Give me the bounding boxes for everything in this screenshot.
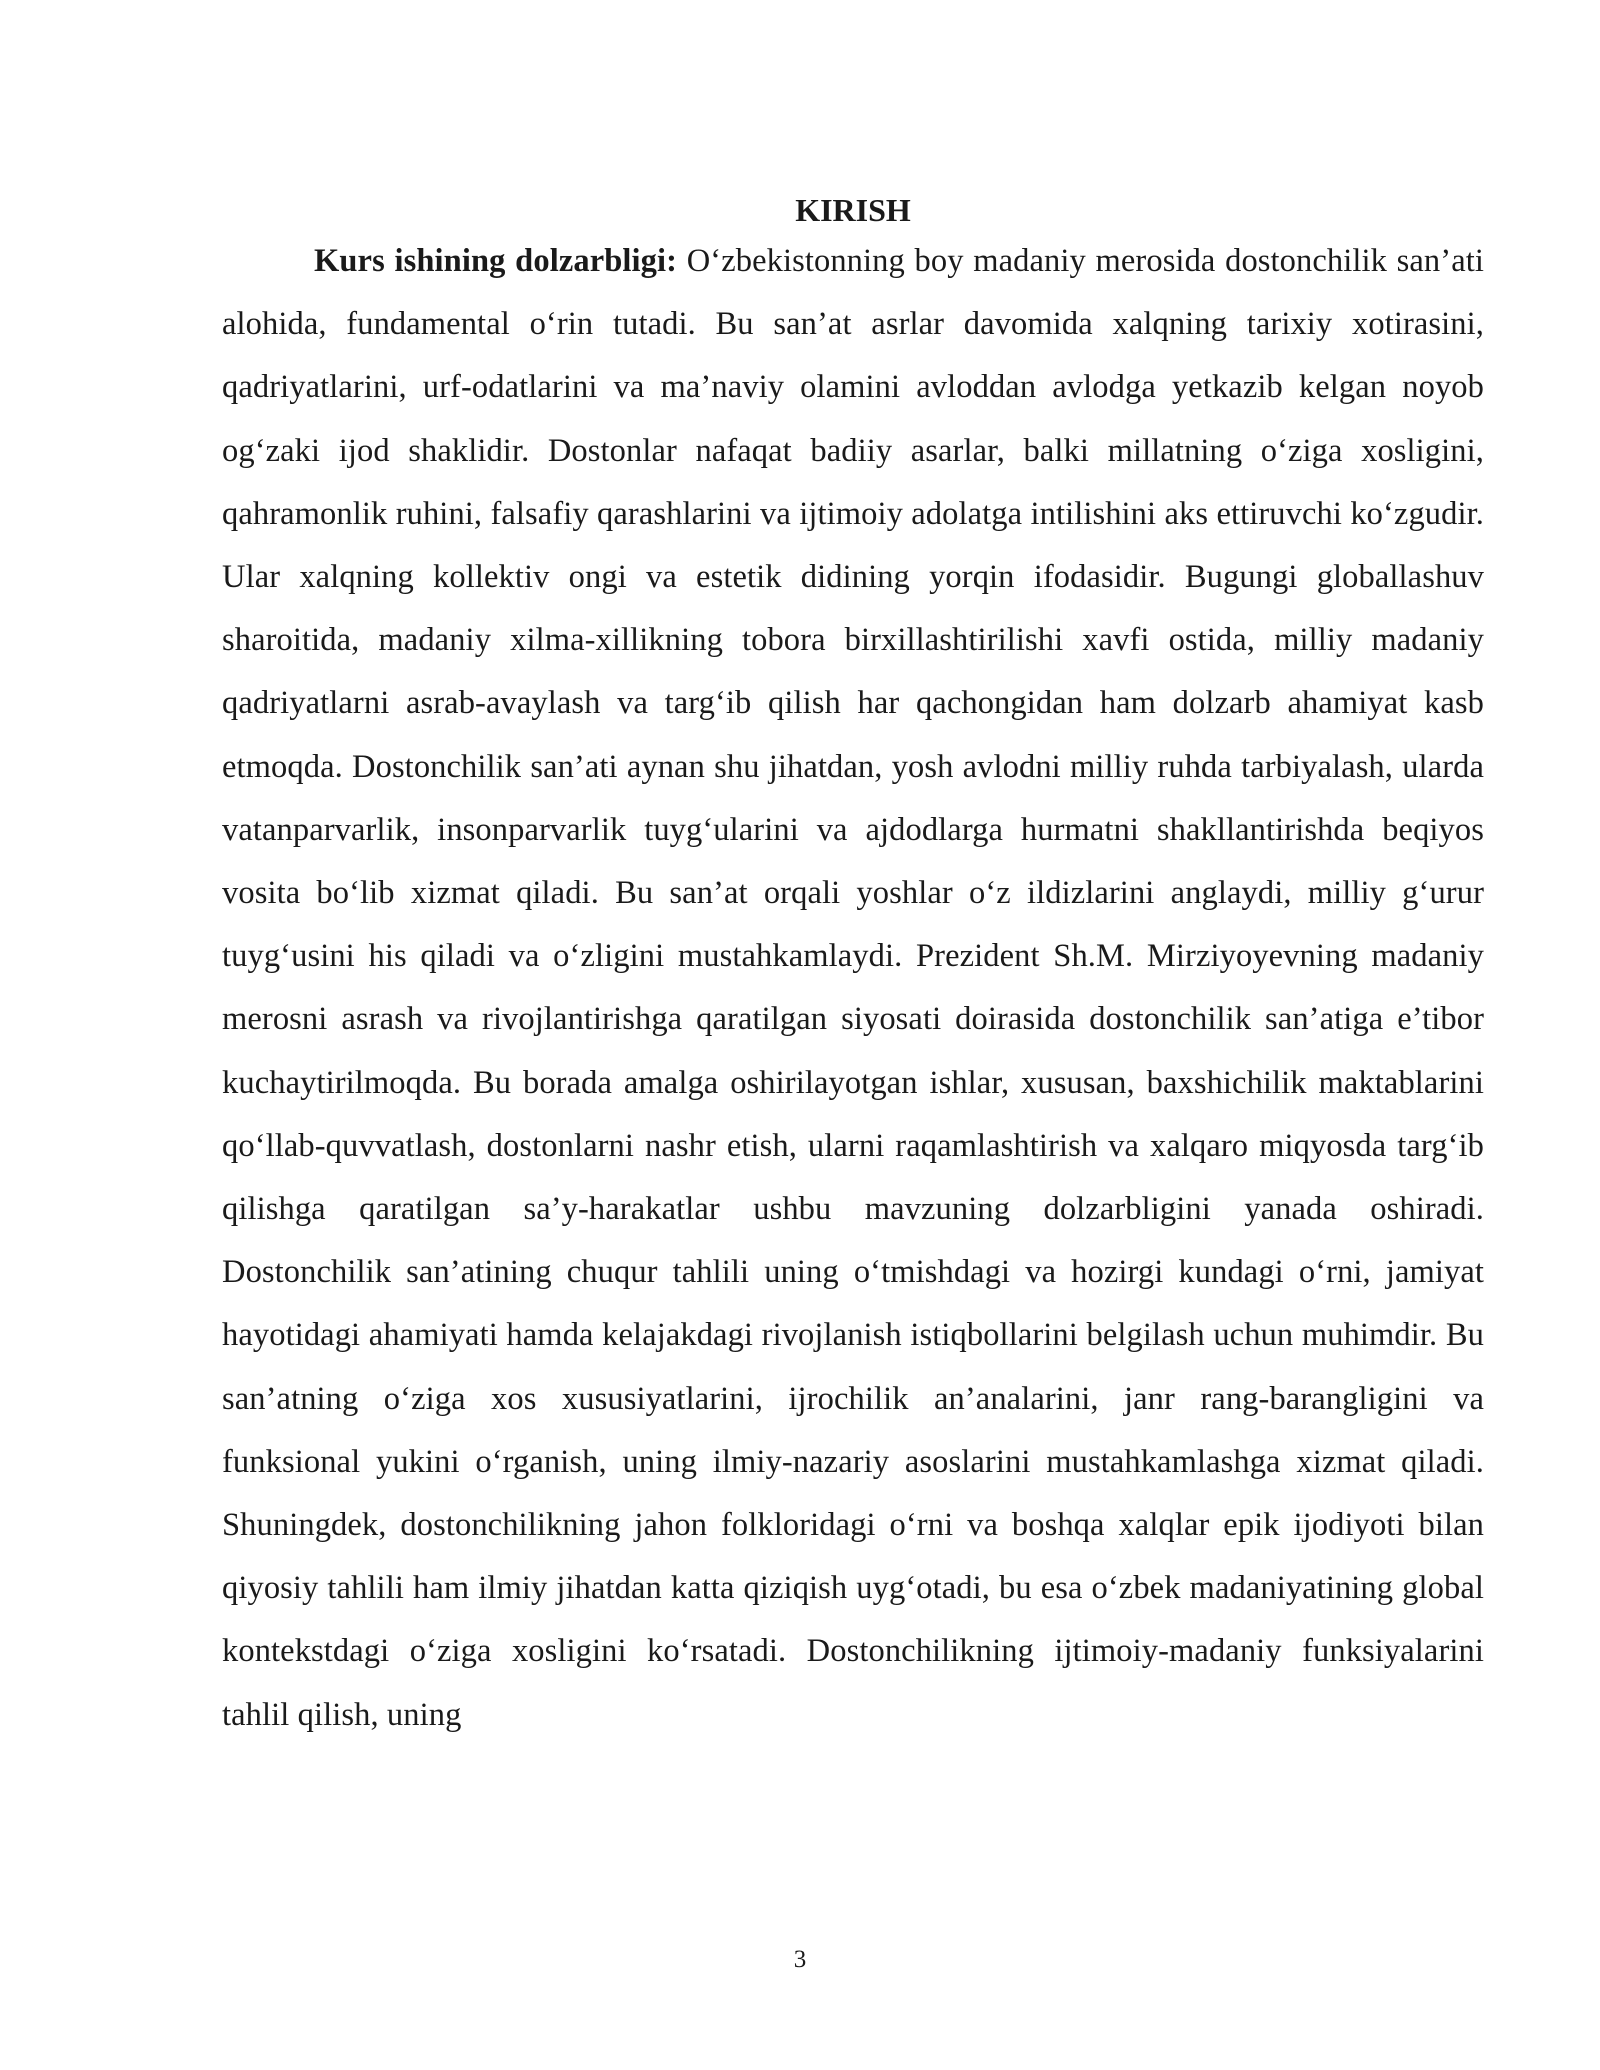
page-content <box>222 190 1484 1747</box>
page-number: 3 <box>793 1946 807 1973</box>
section-heading: KIRISH <box>795 192 911 228</box>
intro-paragraph <box>222 230 1484 1747</box>
paragraph-text: O‘zbekistonning boy madaniy merosida dostonchilik san’ati alohida, fundamental o‘rin tutadi. Bu san’at asrlar davomida xalqning tarixiy xotirasini, qadriyatlarini, urf-odatlarini va ma’naviy olamini avloddan avlodga yetkazib kelgan noyob og‘zaki ijod shaklidir. Dostonlar nafaqat badiiy asarlar, balki millatning o‘ziga xosligini, qahramonlik ruhini, falsafiy qarashlarini va ijtimoiy adolatga intilishini aks ettiruvchi ko‘zgudir. Ular xalqning kollektiv ongi va estetik didining yorqin ifodasidir. Bugungi globallashuv sharoitida, madaniy xilma-xillikning tobora birxillashtirilishi xavfi ostida, milliy madaniy qadriyatlarni asrab-avaylash va targ‘ib qilish har qachongidan ham dolzarb ahamiyat kasb etmoqda. Dostonchilik san’ati aynan shu jihatdan, yosh avlodni milliy ruhda tarbiyalash, ularda vatanparvarlik, insonparvarlik tuyg‘ularini va ajdodlarga hurmatni shakllantirishda beqiyos vosita bo‘lib xizmat qiladi. Bu san’at orqali yoshlar o‘z ildizlarini anglaydi, milliy g‘urur tuyg‘usini his qiladi va o‘zligini mustahkamlaydi. Prezident Sh.M. Mirziyoyevning madaniy merosni asrash va rivojlantirishga qaratilgan siyosati doirasida dostonchilik san’atiga e’tibor kuchaytirilmoqda. Bu borada amalga oshirilayotgan ishlar, xususan, baxshichilik maktablarini qo‘llab-quvvatlash, dostonlarni nashr etish, ularni raqamlashtirish va xalqaro miqyosda targ‘ib qilishga qaratilgan sa’y-harakatlar ushbu mavzuning dolzarbligini yanada oshiradi. Dostonchilik san’atining chuqur tahlili uning o‘tmishdagi va hozirgi kundagi o‘rni, jamiyat hayotidagi ahamiyati hamda kelajakdagi rivojlanish istiqbollarini belgilash uchun muhimdir. Bu san’atning o‘ziga xos xususiyatlarini, ijrochilik an’analarini, janr rang-barangligini va funksional yukini o‘rganish, uning ilmiy-nazariy asoslarini mustahkamlashga xizmat qiladi. Shuningdek, dostonchilikning jahon folkloridagi o‘rni va boshqa xalqlar epik ijodiyoti bilan qiyosiy tahlili ham ilmiy jihatdan katta qiziqish uyg‘otadi, bu esa o‘zbek madaniyatining global kontekstdagi o‘ziga xosligini ko‘rsatadi. Dostonchilikning ijtimoiy-madaniy funksiyalarini tahlil qilish, uning <box>222 243 1484 1733</box>
paragraph-lead: Kurs ishining dolzarbligi: <box>314 243 678 279</box>
